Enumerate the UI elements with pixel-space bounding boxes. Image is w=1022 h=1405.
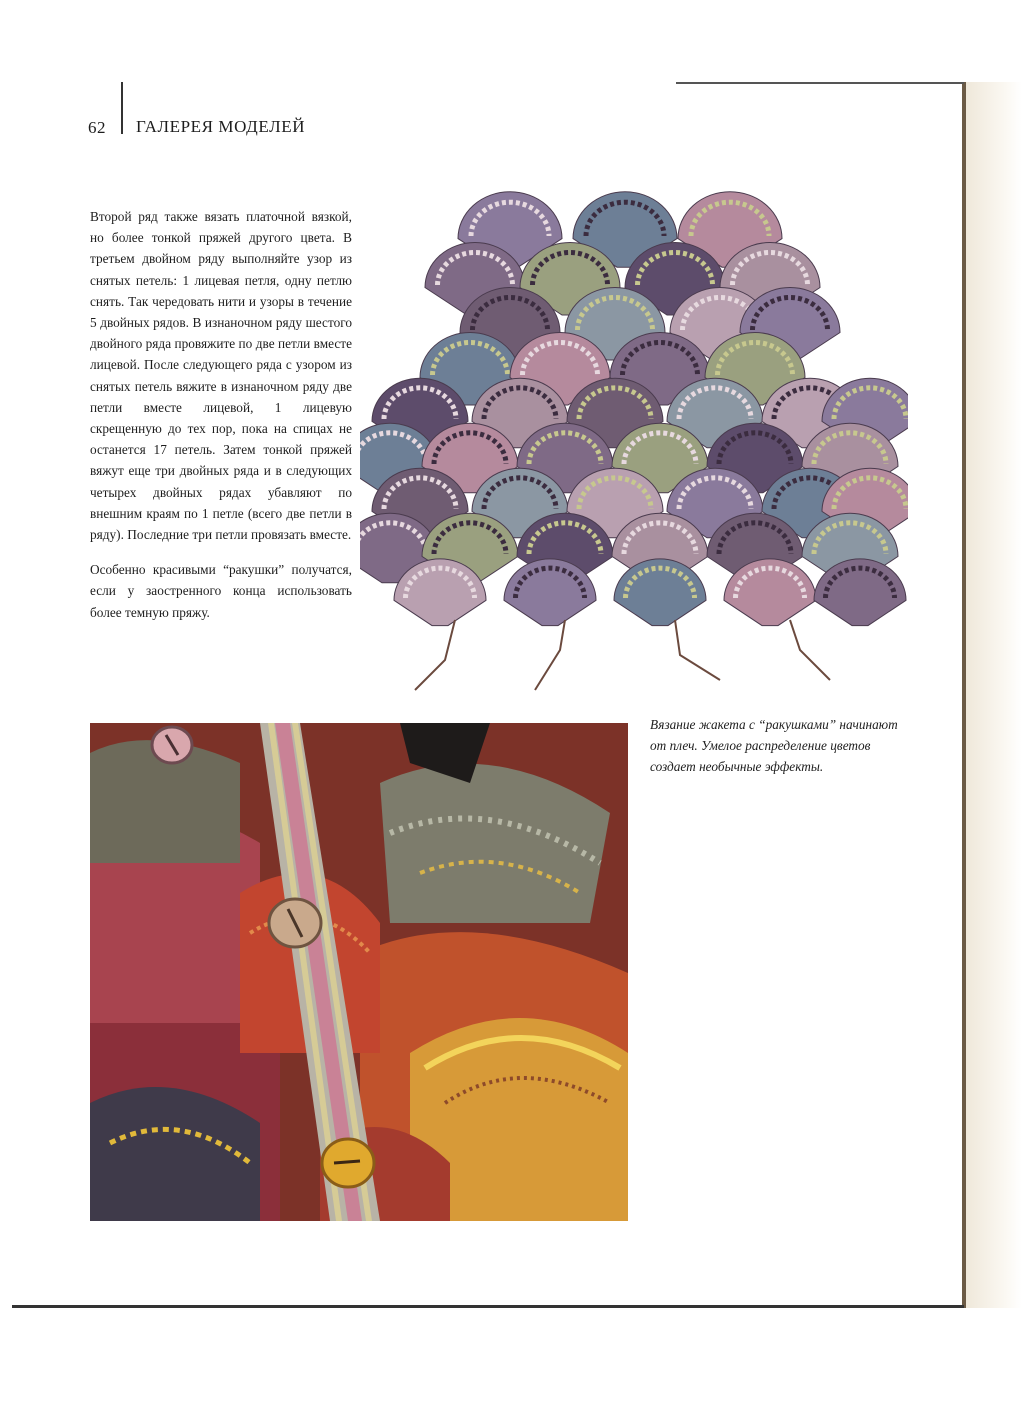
body-paragraph-1: Второй ряд также вязать платочной вязкой, но более тонкой пряжей другого цвета. В третьем двойном ряду выполняйте узор из снятых петель: 1 лицевая петля, одну петлю снять. Так чередовать нити и узоры в течение 5 двойных рядов. В изнаночном ряду шестого двойного ряда провяжите по две петли вместе лицевой. После следующего ряда с узором из снятых петель вяжите в изнаночном ряду две петли вместе лицевой, 1 лицевую скрещенную до тех пор, пока на спицах не останется 17 петель. Затем тонкой пряжей вяжут еще три двойных ряда и в следующих четырех двойных рядах убавляют по внешним краям по 1 петле (всего две петли в ряду). Последние три петли провязать вместе. <box>90 209 352 543</box>
page-edge <box>962 82 966 1308</box>
photo-caption: Вязание жакета с “ракушками” начинают от плеч. Умелое распределение цветов создает необычные эффекты. <box>650 717 898 775</box>
page-edge-shadow <box>966 82 1022 1308</box>
shell-swatch-image <box>360 180 908 708</box>
jacket-photo-drawing <box>90 723 628 1221</box>
top-rule <box>676 82 964 84</box>
section-title: ГАЛЕРЕЯ МОДЕЛЕЙ <box>136 117 306 136</box>
header-divider <box>121 82 123 134</box>
bottom-rule <box>12 1305 964 1308</box>
jacket-closeup-photo <box>90 723 628 1221</box>
body-paragraph-2: Особенно красивыми “ракушки” получатся, если у заостренного конца использовать более темную пряжу. <box>90 562 352 620</box>
body-text <box>90 206 352 637</box>
page-number: 62 <box>88 118 106 137</box>
